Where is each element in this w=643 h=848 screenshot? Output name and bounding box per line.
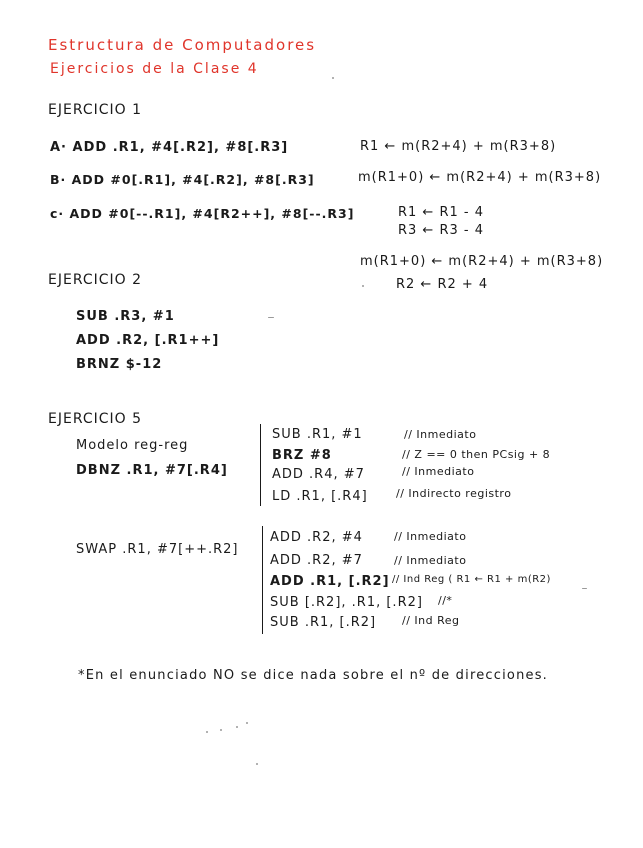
pencil-dot [236,726,238,728]
swap-line-2-code: ADD .R2, #7 [270,553,363,568]
swap-line-1-comment: // Inmediato [394,530,467,543]
pencil-dot [246,722,248,724]
ej2-line-2: ADD .R2, [.R1++] [76,333,220,348]
dbnz-line-4-code: LD .R1, [.R4] [272,489,368,504]
ej1-c-note-4: R2 ← R2 + 4 [396,277,489,292]
swap-line-5-code: SUB .R1, [.R2] [270,615,377,630]
swap-line-3-code: ADD .R1, [.R2] [270,574,390,589]
header-title: Estructura de Computadores [48,36,317,54]
ej1-a-note: R1 ← m(R2+4) + m(R3+8) [360,139,557,154]
swap-line-4-code: SUB [.R2], .R1, [.R2] [270,595,423,610]
ej1-b-note: m(R1+0) ← m(R2+4) + m(R3+8) [358,170,602,185]
dbnz-line-3-comment: // Inmediato [402,465,475,478]
ejercicio-2-title: EJERCICIO 2 [48,272,143,288]
ej1-c-code: c· ADD #0[--.R1], #4[R2++], #8[--.R3] [50,206,355,221]
swap-line-4-comment: //* [438,594,453,607]
pencil-dot [256,763,258,765]
ej1-c-note-2: R3 ← R3 - 4 [398,223,484,238]
dbnz-line-3-code: ADD .R4, #7 [272,467,365,482]
header-subtitle: Ejercicios de la Clase 4 [50,61,259,77]
ej5-model: Modelo reg-reg [76,438,189,453]
footnote: *En el enunciado NO se dice nada sobre el nº de direcciones. [78,668,549,683]
swap-brace [262,526,263,634]
pencil-dot [332,77,334,79]
ej1-c-note-1: R1 ← R1 - 4 [398,205,484,220]
ej1-b-code: B· ADD #0[.R1], #4[.R2], #8[.R3] [50,172,315,187]
pencil-dot [582,588,587,589]
ej1-c-note-3: m(R1+0) ← m(R2+4) + m(R3+8) [360,254,604,269]
dbnz-line-2-code: BRZ #8 [272,448,332,463]
pencil-dot [206,731,208,733]
ej5-dbnz: DBNZ .R1, #7[.R4] [76,463,228,478]
dbnz-line-1-code: SUB .R1, #1 [272,427,363,442]
ejercicio-1-title: EJERCICIO 1 [48,102,143,118]
swap-line-5-comment: // Ind Reg [402,614,460,627]
swap-line-2-comment: // Inmediato [394,554,467,567]
swap-line-3-comment: // Ind Reg ( R1 ← R1 + m(R2) [392,574,551,585]
ej2-line-3: BRNZ $-12 [76,357,163,372]
dbnz-line-4-comment: // Indirecto registro [396,487,512,500]
ej1-a-code: A· ADD .R1, #4[.R2], #8[.R3] [50,140,289,155]
dbnz-line-1-comment: // Inmediato [404,428,477,441]
ej2-line-1: SUB .R3, #1 [76,309,175,324]
swap-line-1-code: ADD .R2, #4 [270,530,363,545]
dbnz-line-2-comment: // Z == 0 then PCsig + 8 [402,448,551,461]
ejercicio-5-title: EJERCICIO 5 [48,411,143,427]
ej5-swap: SWAP .R1, #7[++.R2] [76,542,239,557]
dbnz-brace [260,424,261,506]
pencil-dot [220,729,222,731]
pencil-dot [268,317,274,318]
pencil-dot [362,285,364,287]
